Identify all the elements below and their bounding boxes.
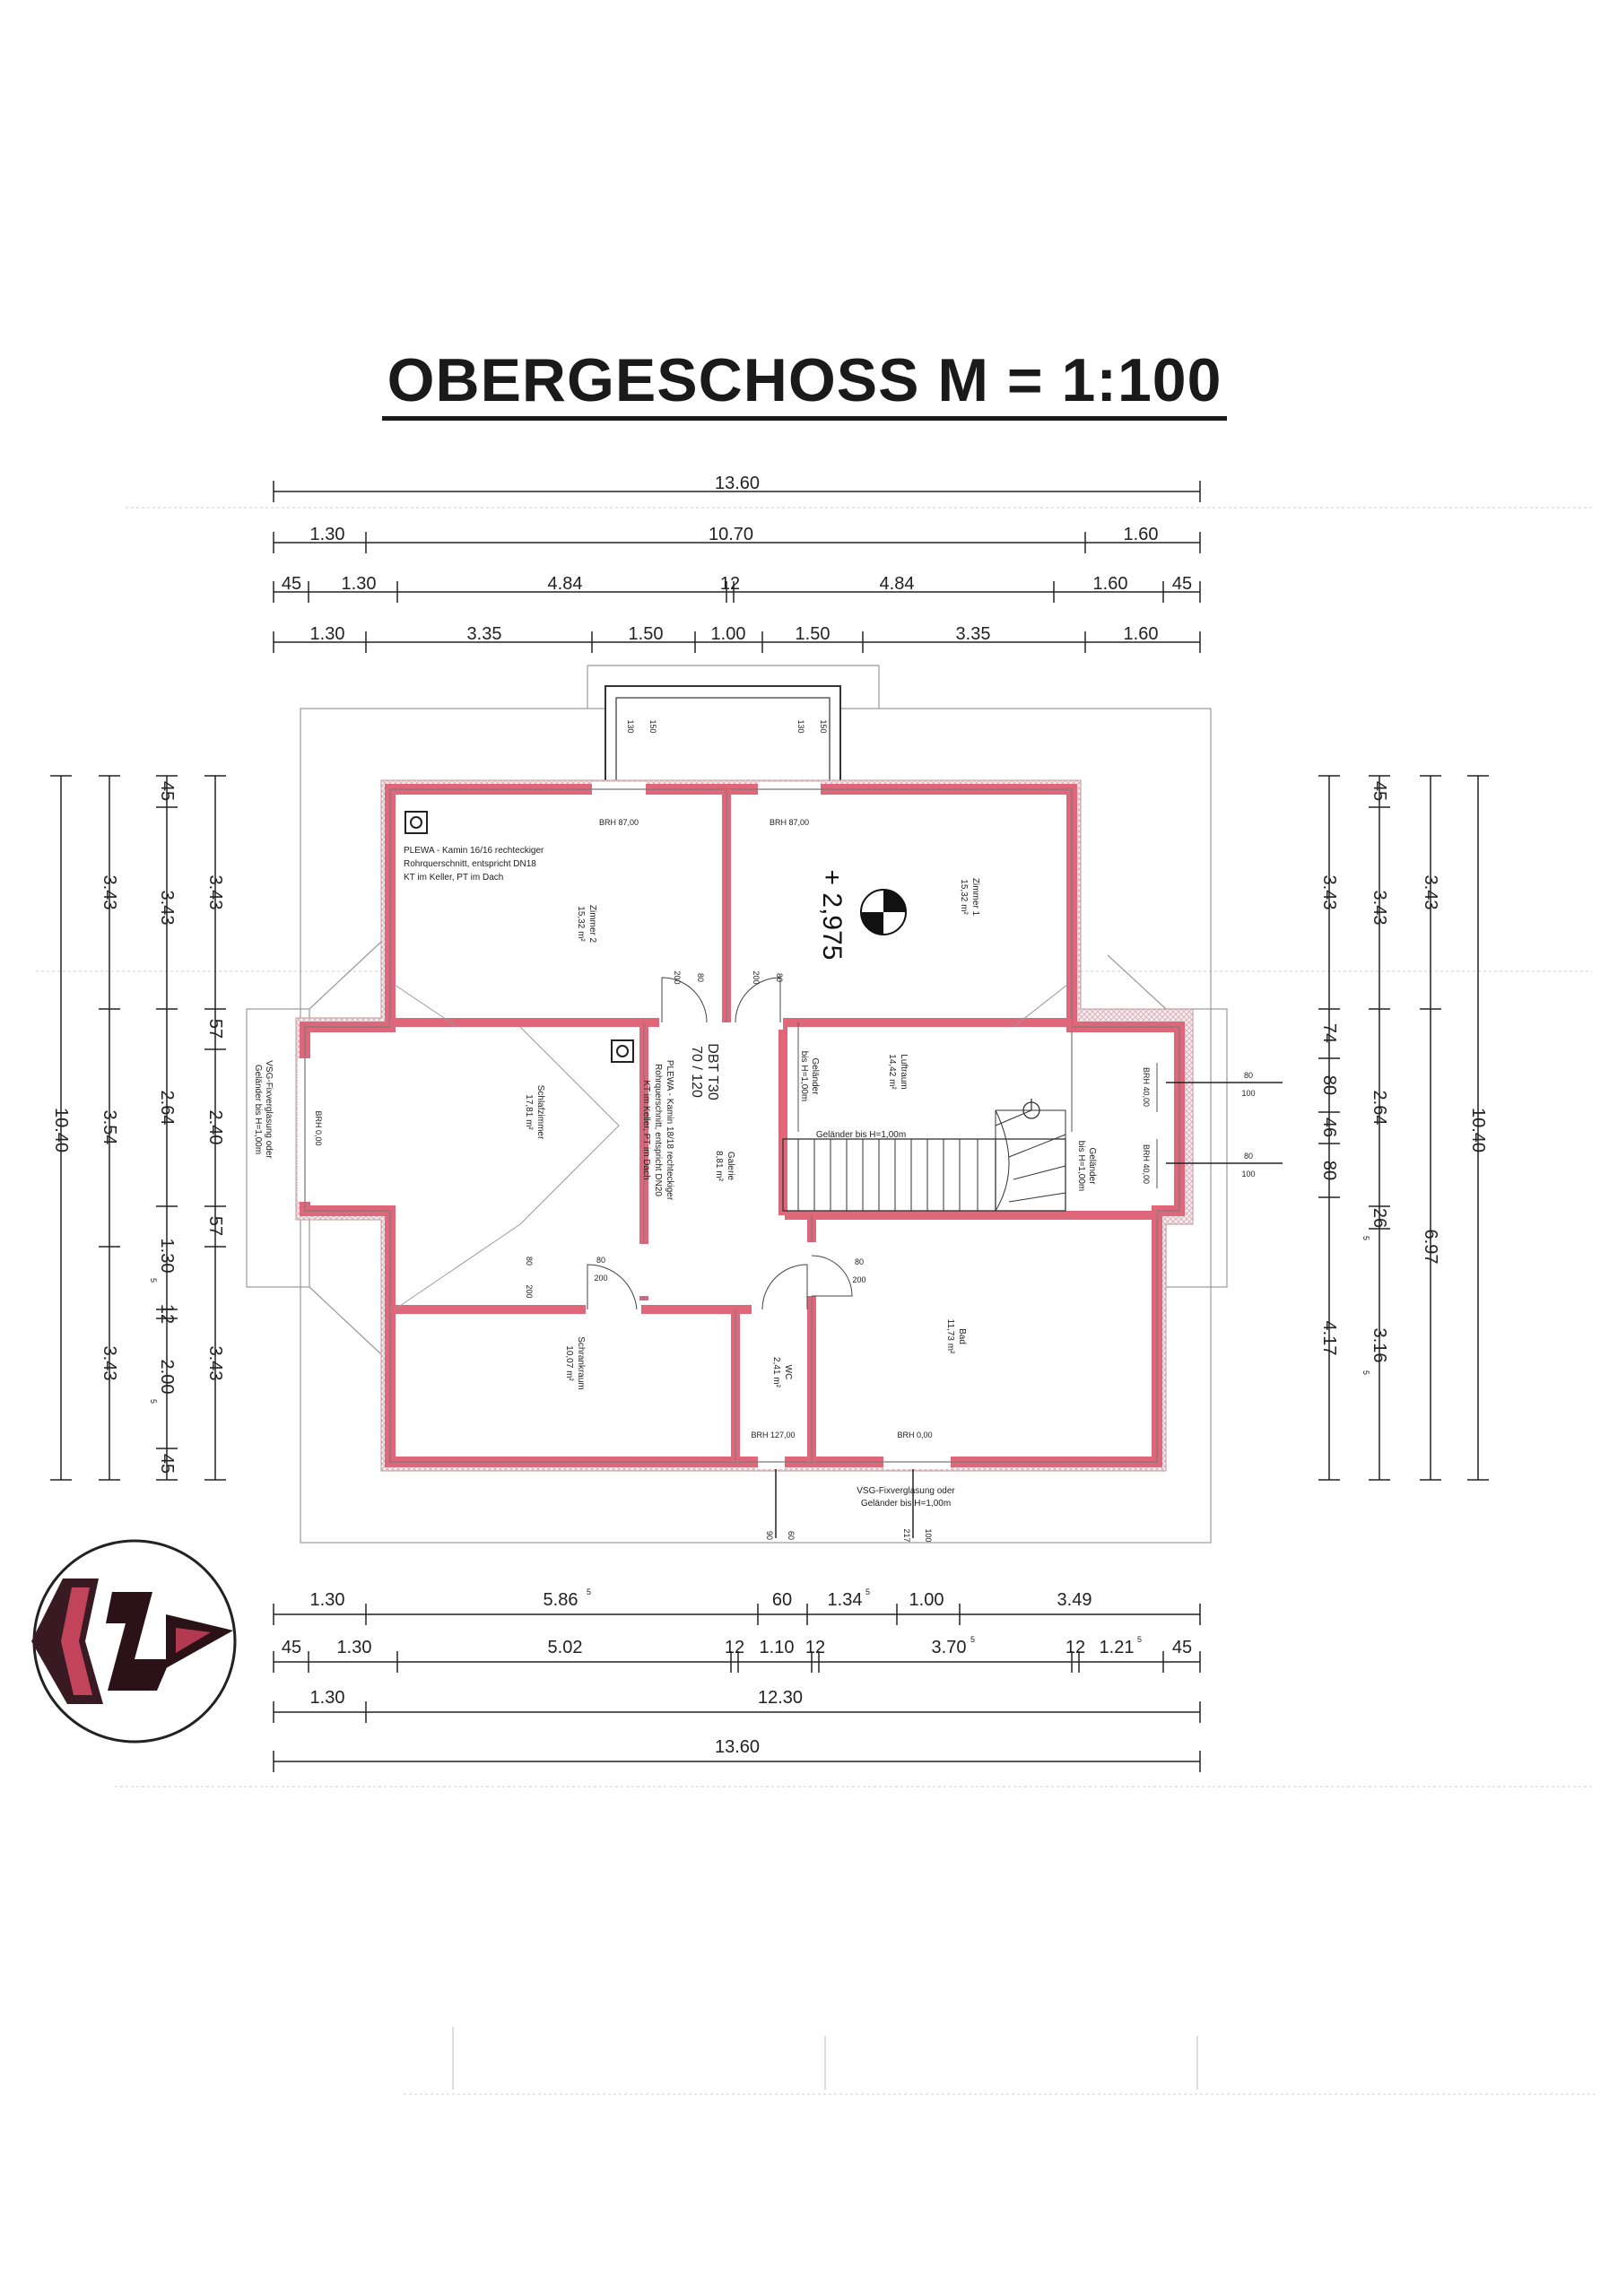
note-line: bis H=1,00m	[1076, 1140, 1086, 1192]
dim-text: 3.70	[931, 1638, 967, 1657]
window-text: 60	[787, 1530, 796, 1541]
dim-text: 1.50	[628, 624, 664, 644]
dim-text: 57	[205, 1018, 225, 1039]
dim-top-row3	[282, 574, 1192, 594]
dim-left	[51, 781, 225, 1474]
dim-superscript: 5	[587, 1587, 592, 1596]
dim-text: 3.43	[100, 874, 119, 910]
dim-superscript: 5	[970, 1635, 976, 1644]
paper-ticks	[453, 2027, 1197, 2090]
window-text: 100	[924, 1528, 933, 1543]
room-name: Luftraum	[899, 1054, 909, 1090]
dim-text: 12	[804, 1638, 826, 1657]
brh-text: BRH 40,00	[1142, 1066, 1151, 1108]
compass-logo-icon	[31, 1541, 235, 1742]
dim-text: 6.97	[1421, 1229, 1440, 1265]
room-name: Zimmer 2	[587, 904, 597, 944]
balcony	[605, 686, 840, 783]
room-name: Bad	[957, 1328, 967, 1344]
dim-text: 1.60	[1123, 525, 1159, 544]
dim-text: 10.70	[708, 525, 754, 544]
note-line: KT im Keller, PT im Dach	[641, 1080, 651, 1180]
dim-text: 2.00	[157, 1359, 177, 1395]
window-text: 150	[819, 719, 828, 734]
railing-note-2	[1076, 1141, 1097, 1191]
dim-superscript: 5	[1137, 1635, 1143, 1644]
room-area: 15,32 m²	[959, 879, 969, 915]
note-line: Geländer bis H=1,00m	[860, 1499, 952, 1509]
dim-text: 3.43	[1319, 874, 1339, 910]
dim-text: 2.40	[205, 1109, 225, 1145]
dim-bottom-row2	[282, 1635, 1192, 1657]
note-line: KT im Keller, PT im Dach	[404, 873, 504, 883]
dim-text: 3.43	[1421, 874, 1440, 910]
room-name: Zimmer 1	[970, 877, 980, 917]
door-text: 80	[854, 1257, 865, 1266]
door-text: 200	[525, 1284, 534, 1299]
note-line: 70 / 120	[689, 1046, 704, 1098]
window-text: 130	[626, 719, 635, 734]
dim-superscript: 5	[865, 1587, 871, 1596]
dim-text: 1.30	[309, 1688, 345, 1708]
door-text: 200	[594, 1274, 608, 1283]
dim-text: 4.84	[879, 574, 915, 594]
room-area: 17,81 m²	[524, 1094, 534, 1130]
elevation-text: + 2,975	[817, 869, 847, 961]
brh-text: BRH 87,00	[598, 818, 639, 827]
dim-text: 26	[1370, 1207, 1389, 1229]
window-text: 150	[648, 719, 657, 734]
dim-text: 46	[1319, 1117, 1339, 1138]
dim-text: 3.43	[1370, 890, 1389, 926]
dim-text: 1.30	[157, 1238, 177, 1274]
chimney-1	[405, 812, 427, 833]
chimney-2	[612, 1040, 633, 1062]
dim-text: 45	[1171, 574, 1193, 594]
dim-text: 5.86	[543, 1590, 578, 1610]
dim-text: 1.60	[1123, 624, 1159, 644]
room-name: WC	[783, 1364, 793, 1380]
dim-text: 3.49	[1057, 1590, 1092, 1610]
dim-text: 13.60	[714, 1737, 761, 1757]
dim-superscript: 5	[149, 1399, 158, 1405]
note-line: Geländer bis H=1,00m	[253, 1064, 263, 1155]
dim-text: 45	[281, 574, 302, 594]
dim-text: 3.43	[100, 1345, 119, 1381]
dim-text: 12	[157, 1303, 177, 1325]
dim-text: 1.50	[795, 624, 831, 644]
dim-superscript: 5	[149, 1278, 158, 1283]
door-text: 80	[596, 1256, 606, 1265]
note-line: Rohrquerschnitt, entspricht DN18	[404, 859, 536, 869]
dim-superscript: 5	[1361, 1370, 1370, 1376]
dim-right	[1319, 781, 1488, 1375]
dim-text: 1.10	[759, 1638, 795, 1657]
dim-text: 10.40	[51, 1107, 71, 1153]
dim-bottom-row4	[715, 1737, 760, 1757]
note-line: bis H=1,00m	[799, 1050, 809, 1102]
dim-text: 2.64	[157, 1090, 177, 1126]
dim-text: 80	[1319, 1074, 1339, 1096]
walls	[296, 780, 1193, 1471]
dim-text: 45	[281, 1638, 302, 1657]
dim-superscript: 5	[1361, 1236, 1370, 1241]
dim-text: 3.35	[955, 624, 991, 644]
door-text: 80	[775, 972, 784, 983]
dim-text: 12	[719, 574, 741, 594]
brh-text: BRH 40,00	[1142, 1144, 1151, 1185]
room-area: 15,32 m²	[576, 906, 586, 942]
note-line: DBT T30	[705, 1043, 720, 1100]
room-area: 8,81 m²	[714, 1151, 724, 1181]
dim-text: 2.64	[1370, 1090, 1389, 1126]
note-line: Geländer	[1087, 1147, 1097, 1185]
dim-text: 1.21	[1099, 1638, 1135, 1657]
dim-text: 60	[771, 1590, 793, 1610]
dim-text: 1.00	[909, 1590, 944, 1610]
brh-text: BRH 0,00	[314, 1110, 323, 1146]
stair-railing-note: Geländer bis H=1,00m	[815, 1130, 907, 1140]
dim-text: 3.43	[205, 874, 225, 910]
note-line: PLEWA - Kamin 16/16 rechteckiger	[404, 846, 544, 856]
dim-text: 45	[157, 1453, 177, 1474]
window-text: 90	[765, 1530, 774, 1541]
door-text: 80	[525, 1256, 534, 1266]
dim-text: 1.34	[827, 1590, 863, 1610]
note-line: Rohrquerschnitt, entspricht DN20	[653, 1064, 663, 1196]
dim-text: 74	[1319, 1022, 1339, 1044]
dim-text: 3.43	[157, 890, 177, 926]
dim-text: 45	[157, 780, 177, 802]
room-area: 10,07 m²	[564, 1345, 574, 1381]
title-text: OBERGESCHOSS M = 1:100	[382, 346, 1228, 421]
door-text: 200	[673, 970, 682, 985]
dim-text: 4.17	[1319, 1320, 1339, 1356]
brh-text: BRH 127,00	[751, 1431, 796, 1439]
note-line: VSG-Fixverglasung oder	[857, 1486, 955, 1496]
dim-top-row1	[715, 474, 760, 493]
dim-text: 45	[1370, 780, 1389, 802]
window-text: 217	[902, 1528, 911, 1543]
note-line: Geländer	[810, 1057, 820, 1095]
vsg-left-note	[253, 1060, 274, 1159]
room-area: 2,41 m²	[771, 1357, 781, 1387]
room-name: Schlafzimmer	[535, 1084, 545, 1140]
brh-text: BRH 87,00	[769, 818, 810, 827]
dim-text: 12	[724, 1638, 745, 1657]
room-name: Galerie	[726, 1151, 735, 1181]
dim-text: 1.30	[309, 1590, 345, 1610]
dim-text: 10.40	[1468, 1107, 1488, 1153]
fire-door-label	[689, 1043, 720, 1100]
dim-top-row2	[310, 525, 1159, 544]
dim-text: 3.35	[466, 624, 502, 644]
room-area: 14,42 m²	[887, 1054, 897, 1090]
window-text: 80	[1243, 1071, 1254, 1080]
dim-top-row4	[310, 624, 1159, 644]
dim-text: 45	[1171, 1638, 1193, 1657]
dim-text: 3.43	[205, 1345, 225, 1381]
window-text: 100	[1241, 1089, 1256, 1098]
dim-text: 1.30	[341, 574, 377, 594]
door-text: 80	[696, 972, 705, 983]
dim-text: 3.54	[100, 1109, 119, 1145]
dim-text: 3.16	[1370, 1327, 1389, 1363]
railing-note-1	[799, 1051, 820, 1101]
dim-text: 1.30	[336, 1638, 372, 1657]
dim-text: 13.60	[714, 474, 761, 493]
door-text: 200	[752, 970, 761, 985]
door-text: 200	[852, 1275, 866, 1284]
dim-text: 5.02	[547, 1638, 583, 1657]
dim-text: 1.30	[309, 624, 345, 644]
elevation-marker-icon	[861, 890, 906, 935]
vsg-bottom-note	[857, 1486, 955, 1509]
chimney-2-note	[641, 1060, 674, 1201]
room-area: 11,73 m²	[945, 1318, 955, 1354]
room-name: Schrankraum	[576, 1336, 586, 1390]
dim-text: 80	[1319, 1160, 1339, 1181]
dim-text: 57	[205, 1215, 225, 1237]
dim-text: 1.00	[710, 624, 746, 644]
dim-text: 4.84	[547, 574, 583, 594]
note-line: PLEWA - Kamin 18/18 rechteckiger	[665, 1059, 674, 1201]
note-line: VSG-Fixverglasung oder	[264, 1060, 274, 1159]
window-text: 100	[1241, 1170, 1256, 1178]
dim-bottom-row3	[310, 1688, 804, 1708]
window-text: 130	[796, 719, 805, 734]
dim-text: 12.30	[757, 1688, 804, 1708]
brh-text: BRH 0,00	[897, 1431, 933, 1439]
dim-bottom-row1	[310, 1587, 1092, 1610]
dim-text: 12	[1065, 1638, 1086, 1657]
dim-text: 1.60	[1092, 574, 1128, 594]
window-text: 80	[1243, 1152, 1254, 1161]
dim-text: 1.30	[309, 525, 345, 544]
